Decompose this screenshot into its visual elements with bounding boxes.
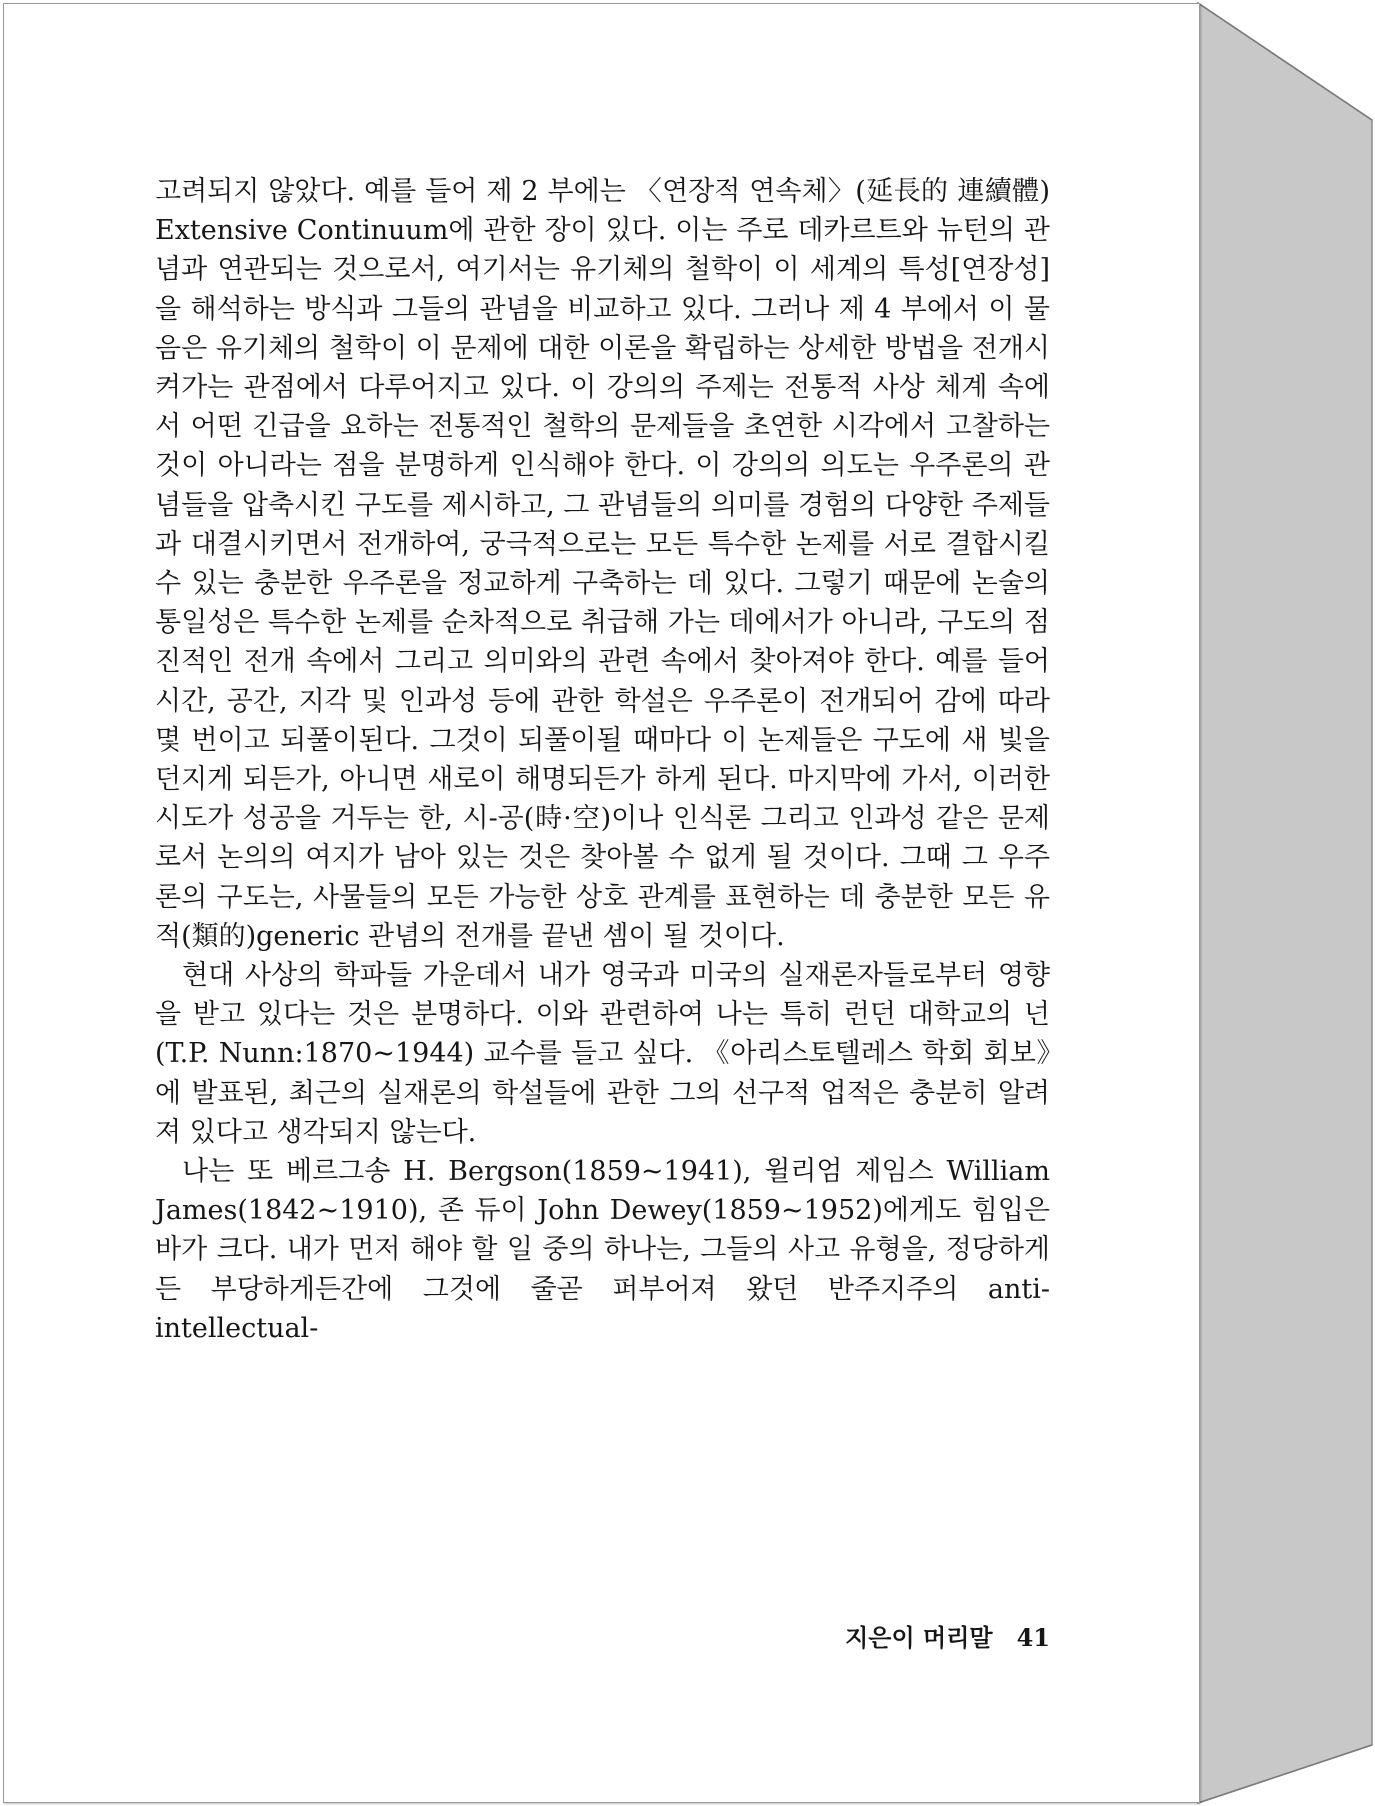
page-number: 41 [1016, 1623, 1050, 1652]
running-head: 지은이 머리말 [845, 1623, 993, 1652]
paragraph-3: 나는 또 베르그송 H. Bergson(1859~1941), 윌리엄 제임스 William James(1842~1910), 존 듀이 John Dewey(1859~1952)에게도 힘입은 바가 크다. 내가 먼저 해야 할 일 중의 하나는, 그들의 사고 유형을, 정당하게든 부당하게든간에 그것에 줄곧 퍼부어져 왔던 반주지주의 anti-intellectual- [155, 1156, 1050, 1344]
paragraph-1: 고려되지 않았다. 예를 들어 제 2 부에는 〈연장적 연속체〉(延長的 連續體) Extensive Continuum에 관한 장이 있다. 이는 주로 데카르트와 뉴턴의 관념과 연관되는 것으로서, 여기서는 유기체의 철학이 이 세계의 특성[연장성]을 해석하는 방식과 그들의 관념을 비교하고 있다. 그러나 제 4 부에서 이 물음은 유기체의 철학이 이 문제에 대한 이론을 확립하는 상세한 방법을 전개시켜가는 관점에서 다루어지고 있다. 이 강의의 주제는 전통적 사상 체계 속에서 어떤 긴급을 요하는 전통적인 철학의 문제들을 초연한 시각에서 고찰하는 것이 아니라는 점을 분명하게 인식해야 한다. 이 강의의 의도는 우주론의 관념들을 압축시킨 구도를 제시하고, 그 관념들의 의미를 경험의 다양한 주제들과 대결시키면서 전개하여, 궁극적으로는 모든 특수한 논제를 서로 결합시킬 수 있는 충분한 우주론을 정교하게 구축하는 데 있다. 그렇기 때문에 논술의 통일성은 특수한 논제를 순차적으로 취급해 가는 데에서가 아니라, 구도의 점진적인 전개 속에서 그리고 의미와의 관련 속에서 찾아져야 한다. 예를 들어 시간, 공간, 지각 및 인과성 등에 관한 학설은 우주론이 전개되어 감에 따라 몇 번이고 되풀이된다. 그것이 되풀이될 때마다 이 논제들은 구도에 새 빛을 던지게 되든가, 아니면 새로이 해명되든가 하게 된다. 마지막에 가서, 이러한 시도가 성공을 거두는 한, 시-공(時·空)이나 인식론 그리고 인과성 같은 문제로서 논의의 여지가 남아 있는 것은 찾아볼 수 없게 될 것이다. 그때 그 우주론의 구도는, 사물들의 모든 가능한 상호 관계를 표현하는 데 충분한 모든 유적(類的)generic 관념의 전개를 끝낸 셈이 될 것이다. [155, 176, 1050, 952]
body-text [155, 172, 1050, 1348]
paragraph-2: 현대 사상의 학파들 가운데서 내가 영국과 미국의 실재론자들로부터 영향을 받고 있다는 것은 분명하다. 이와 관련하여 나는 특히 런던 대학교의 넌(T.P. Nunn:1870~1944) 교수를 들고 싶다. 《아리스토텔레스 학회 회보》에 발표된, 최근의 실재론의 학설들에 관한 그의 선구적 업적은 충분히 알려져 있다고 생각되지 않는다. [155, 960, 1050, 1148]
page-footer [790, 1618, 1050, 1653]
